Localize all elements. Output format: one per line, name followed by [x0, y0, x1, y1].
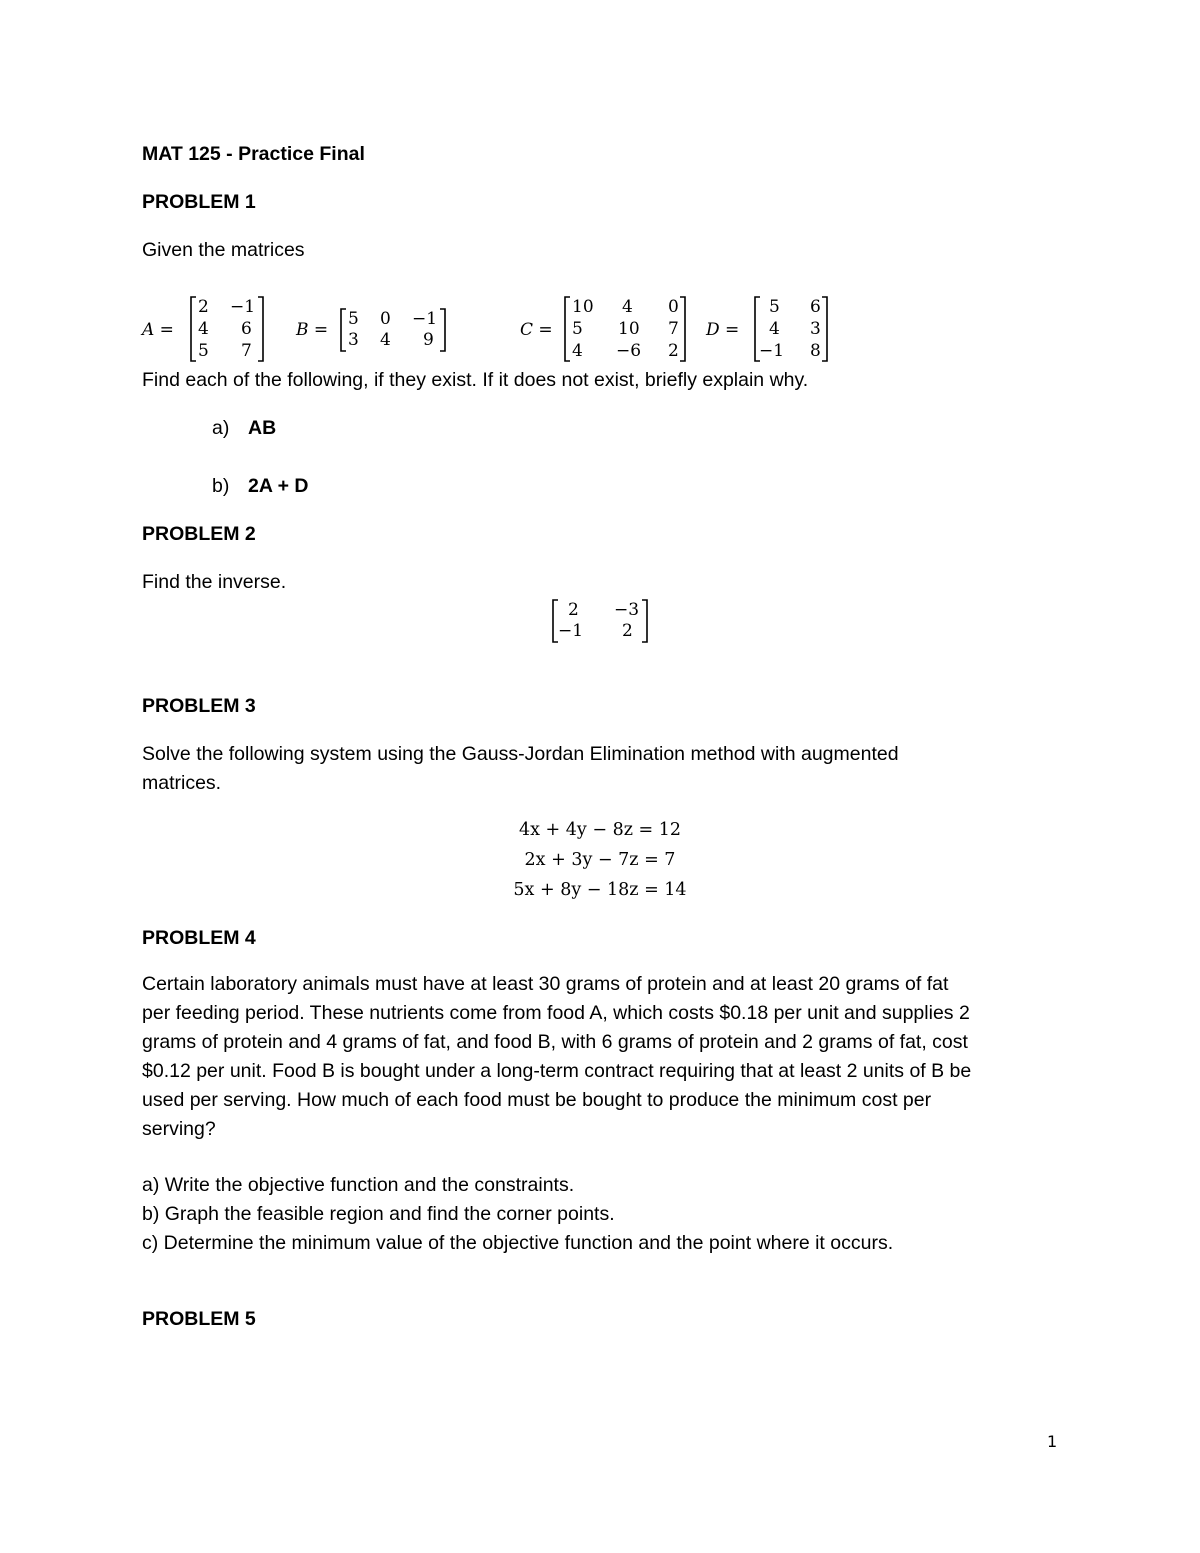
matrix-cell: 2	[622, 621, 633, 641]
part-a-expression: AB	[248, 417, 277, 439]
matrix-cell: 2	[198, 297, 209, 317]
matrix-cell: 4	[380, 330, 391, 350]
matrix-cell: 10	[618, 319, 640, 339]
problem-3-heading: PROBLEM 3	[142, 695, 256, 717]
problem-2-intro: Find the inverse.	[142, 571, 287, 593]
list-item: a) Write the objective function and the constraints.	[142, 1174, 575, 1196]
matrix-cell: 0	[668, 297, 679, 317]
matrix-cell: 4	[622, 297, 633, 317]
matrix-c	[564, 296, 686, 362]
matrix-a	[190, 296, 264, 362]
matrix-cell: 4	[572, 341, 583, 361]
text-line: $0.12 per unit. Food B is bought under a long-term contract requiring that at least 2 units of B be	[142, 1060, 972, 1082]
part-a-label: a)	[212, 417, 230, 439]
inverse-matrix	[552, 599, 648, 643]
problem-2-heading: PROBLEM 2	[142, 523, 256, 545]
matrix-d-label: D =	[706, 320, 740, 340]
problem-1-instruction: Find each of the following, if they exist. If it does not exist, briefly explain why.	[142, 369, 809, 391]
matrix-cell: 2	[568, 600, 579, 620]
matrix-cell: −1	[412, 309, 438, 329]
matrix-cell: 4	[769, 319, 780, 339]
matrix-cell: 5	[572, 319, 583, 339]
problem-3-intro	[142, 740, 1072, 798]
matrix-cell: 7	[668, 319, 679, 339]
text-line: Certain laboratory animals must have at least 30 grams of protein and at least 20 grams of fat	[142, 973, 949, 995]
matrix-cell: 5	[769, 297, 780, 317]
equation: 5x + 8y − 18z = 14	[513, 880, 687, 900]
text-line: per feeding period. These nutrients come from food A, which costs $0.18 per unit and supplies 2	[142, 1002, 970, 1024]
matrix-cell: 8	[810, 341, 821, 361]
matrix-cell: 7	[241, 341, 252, 361]
matrix-b	[340, 308, 446, 352]
part-b-expression: 2A + D	[248, 475, 309, 497]
page-number: 1	[1047, 1432, 1058, 1451]
matrix-cell: 3	[810, 319, 821, 339]
matrix-cell: 5	[198, 341, 209, 361]
text-line: grams of protein and 4 grams of fat, and food B, with 6 grams of protein and 2 grams of fat, cost	[142, 1031, 968, 1053]
matrix-d	[754, 296, 828, 362]
part-b-label: b)	[212, 475, 230, 497]
matrix-cell: 5	[348, 309, 359, 329]
matrix-cell: 6	[810, 297, 821, 317]
problem-4-items	[142, 1171, 1072, 1258]
text-line: used per serving. How much of each food must be bought to produce the minimum cost per	[142, 1089, 932, 1111]
matrix-cell: 4	[198, 319, 209, 339]
problem-1-intro: Given the matrices	[142, 239, 305, 261]
matrix-cell: 0	[380, 309, 391, 329]
text-line: serving?	[142, 1118, 216, 1140]
problem-5-heading: PROBLEM 5	[142, 1308, 256, 1330]
matrix-cell: −1	[230, 297, 256, 317]
matrix-cell: 3	[348, 330, 359, 350]
matrix-cell: 6	[241, 319, 252, 339]
matrix-cell: −1	[558, 621, 584, 641]
matrix-cell: −3	[614, 600, 640, 620]
matrix-cell: 10	[572, 297, 594, 317]
equation-system	[0, 815, 1200, 905]
text-line: matrices.	[142, 772, 222, 794]
list-item: c) Determine the minimum value of the objective function and the point where it occurs.	[142, 1232, 894, 1254]
matrix-cell: 2	[668, 341, 679, 361]
matrix-a-label: A =	[142, 320, 174, 340]
page-title: MAT 125 - Practice Final	[142, 143, 365, 165]
matrix-c-label: C =	[520, 320, 553, 340]
text-line: Solve the following system using the Gauss-Jordan Elimination method with augmented	[142, 743, 899, 765]
problem-1-heading: PROBLEM 1	[142, 191, 256, 213]
equation: 2x + 3y − 7z = 7	[524, 850, 676, 870]
problem-4-heading: PROBLEM 4	[142, 927, 256, 949]
matrix-cell: −1	[759, 341, 785, 361]
matrix-b-label: B =	[296, 320, 329, 340]
matrix-cell: 9	[423, 330, 434, 350]
problem-4-text	[142, 970, 1072, 1144]
matrix-cell: −6	[616, 341, 642, 361]
list-item: b) Graph the feasible region and find the corner points.	[142, 1203, 615, 1225]
equation: 4x + 4y − 8z = 12	[518, 820, 681, 840]
